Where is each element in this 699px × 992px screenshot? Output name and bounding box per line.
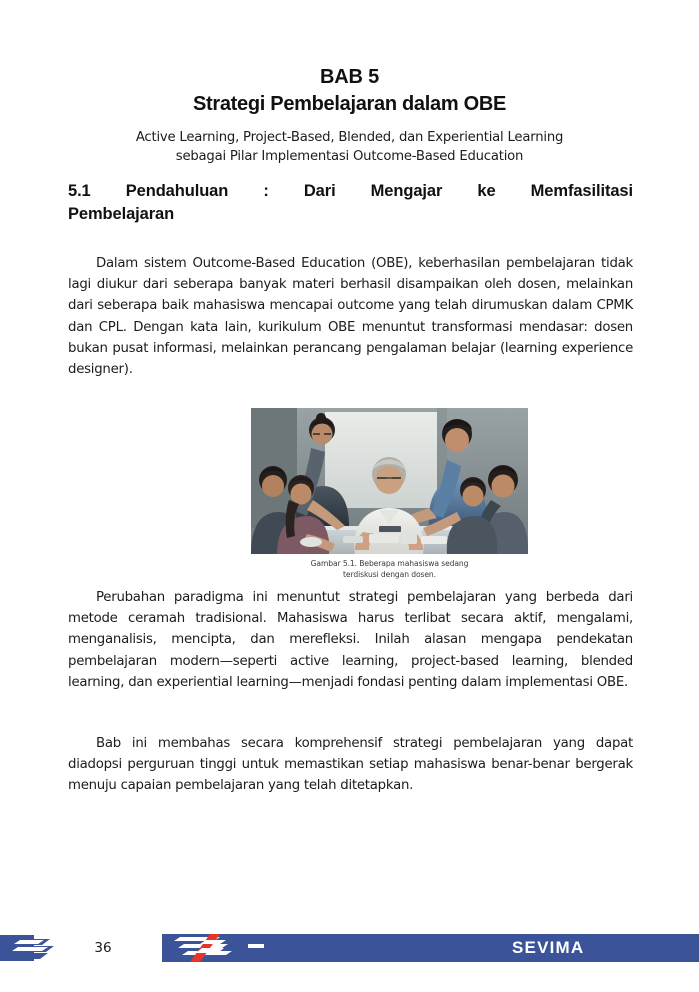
section-heading-line-1: 5.1 Pendahuluan : Dari Mengajar ke Memfasilitasi: [68, 182, 633, 200]
chapter-title: Strategi Pembelajaran dalam OBE: [192, 93, 507, 115]
figure-caption-line-2: terdiskusi dengan dosen.: [343, 570, 436, 579]
footer-left-logo-mark: [0, 935, 58, 961]
chapter-subtitle: [68, 128, 631, 166]
paragraph-2-text: Perubahan paradigma ini menuntut strategi pembelajaran yang berbeda dari metode ceramah tradisional. Mahasiswa harus terlibat secara aktif, mengalami, menganalisis, mencipta, dan merefleksi. Inilah alasan mengapa pendekatan pembelajaran modern—seperti active learning, project-based learning, blended learning, dan experiential learning—menjadi fondasi penting dalam implementasi OBE.: [68, 590, 633, 690]
chapter-heading: [68, 64, 631, 118]
chapter-subtitle-line-2: sebagai Pilar Implementasi Outcome-Based Education: [175, 149, 524, 164]
paragraph-1: [68, 253, 633, 380]
section-heading-line-2: Pembelajaran: [68, 205, 175, 223]
page-footer: [0, 934, 699, 962]
figure-photo: [251, 408, 528, 554]
figure-5-1: [251, 408, 528, 580]
paragraph-2: [68, 587, 633, 692]
section-heading: [68, 180, 633, 226]
page-number: 36: [94, 940, 112, 956]
chapter-subtitle-line-1: Active Learning, Project-Based, Blended, dan Experiential Learning: [135, 130, 564, 145]
figure-caption: [251, 558, 528, 580]
sevima-wordmark: SEVIMA: [512, 938, 585, 957]
footer-center-logo-mark: [162, 934, 272, 962]
chapter-label: BAB 5: [319, 66, 379, 88]
paragraph-3: [68, 733, 633, 796]
paragraph-1-text: Dalam sistem Outcome-Based Education (OBE), keberhasilan pembelajaran tidak lagi diukur dari seberapa banyak materi berhasil disampaikan oleh dosen, melainkan dari seberapa baik mahasiswa mencapai outcome yang telah dirumuskan dalam CPMK dan CPL. Dengan kata lain, kurikulum OBE menuntut transformasi mendasar: dosen bukan pusat informasi, melainkan perancang pengalaman belajar (learning experience designer).: [68, 256, 633, 377]
paragraph-3-text: Bab ini membahas secara komprehensif strategi pembelajaran yang dapat diadopsi perguruan tinggi untuk memastikan setiap mahasiswa benar-benar bergerak menuju capaian pembelajaran yang telah ditetapkan.: [68, 736, 633, 794]
figure-caption-line-1: Gambar 5.1. Beberapa mahasiswa sedang: [310, 559, 469, 568]
